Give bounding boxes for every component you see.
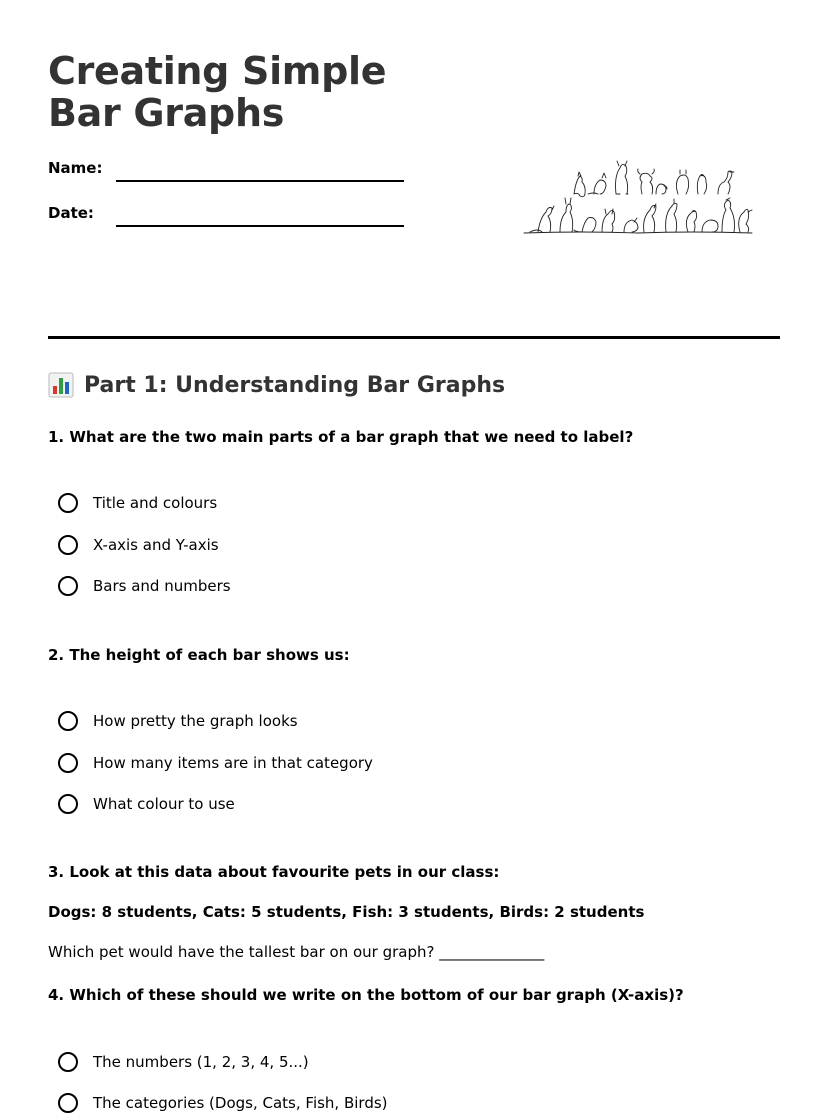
worksheet-title: Creating Simple Bar Graphs — [48, 49, 387, 135]
option-label: X-axis and Y-axis — [93, 536, 219, 554]
radio-button[interactable] — [58, 1052, 78, 1072]
q1-option-2[interactable] — [58, 533, 219, 557]
option-label: What colour to use — [93, 795, 235, 813]
question-4: 4. Which of these should we write on the bottom of our bar graph (X-axis)? — [48, 986, 684, 1004]
q2-option-3[interactable] — [58, 792, 235, 816]
name-input-line[interactable] — [116, 180, 404, 182]
q1-option-3[interactable] — [58, 574, 231, 598]
section-divider — [48, 336, 780, 339]
option-label: How pretty the graph looks — [93, 712, 298, 730]
question-2: 2. The height of each bar shows us: — [48, 646, 350, 664]
date-input-line[interactable] — [116, 225, 404, 227]
option-label: The numbers (1, 2, 3, 4, 5...) — [93, 1053, 309, 1071]
radio-button[interactable] — [58, 753, 78, 773]
q4-option-2[interactable] — [58, 1091, 388, 1115]
option-label: How many items are in that category — [93, 754, 373, 772]
radio-button[interactable] — [58, 576, 78, 596]
part1-heading — [48, 372, 505, 398]
tallest-bar-prompt[interactable]: Which pet would have the tallest bar on our graph? ______________ — [48, 943, 545, 961]
q2-option-2[interactable] — [58, 751, 373, 775]
radio-button[interactable] — [58, 1093, 78, 1113]
radio-button[interactable] — [58, 493, 78, 513]
date-label: Date: — [48, 204, 94, 222]
question-1: 1. What are the two main parts of a bar graph that we need to label? — [48, 428, 634, 446]
q1-option-1[interactable] — [58, 491, 217, 515]
radio-button[interactable] — [58, 711, 78, 731]
radio-button[interactable] — [58, 535, 78, 555]
option-label: Title and colours — [93, 494, 218, 512]
option-label: The categories (Dogs, Cats, Fish, Birds) — [93, 1094, 388, 1112]
question-3: 3. Look at this data about favourite pets in our class: — [48, 863, 500, 881]
name-label: Name: — [48, 159, 103, 177]
radio-button[interactable] — [58, 794, 78, 814]
pet-data-line: Dogs: 8 students, Cats: 5 students, Fish: 3 students, Birds: 2 students — [48, 903, 645, 921]
bar-chart-icon — [48, 372, 74, 398]
part1-heading-text: Part 1: Understanding Bar Graphs — [84, 372, 506, 398]
q4-option-1[interactable] — [58, 1050, 309, 1074]
option-label: Bars and numbers — [93, 577, 231, 595]
q2-option-1[interactable] — [58, 709, 298, 733]
australian-animals-illustration — [522, 154, 754, 236]
